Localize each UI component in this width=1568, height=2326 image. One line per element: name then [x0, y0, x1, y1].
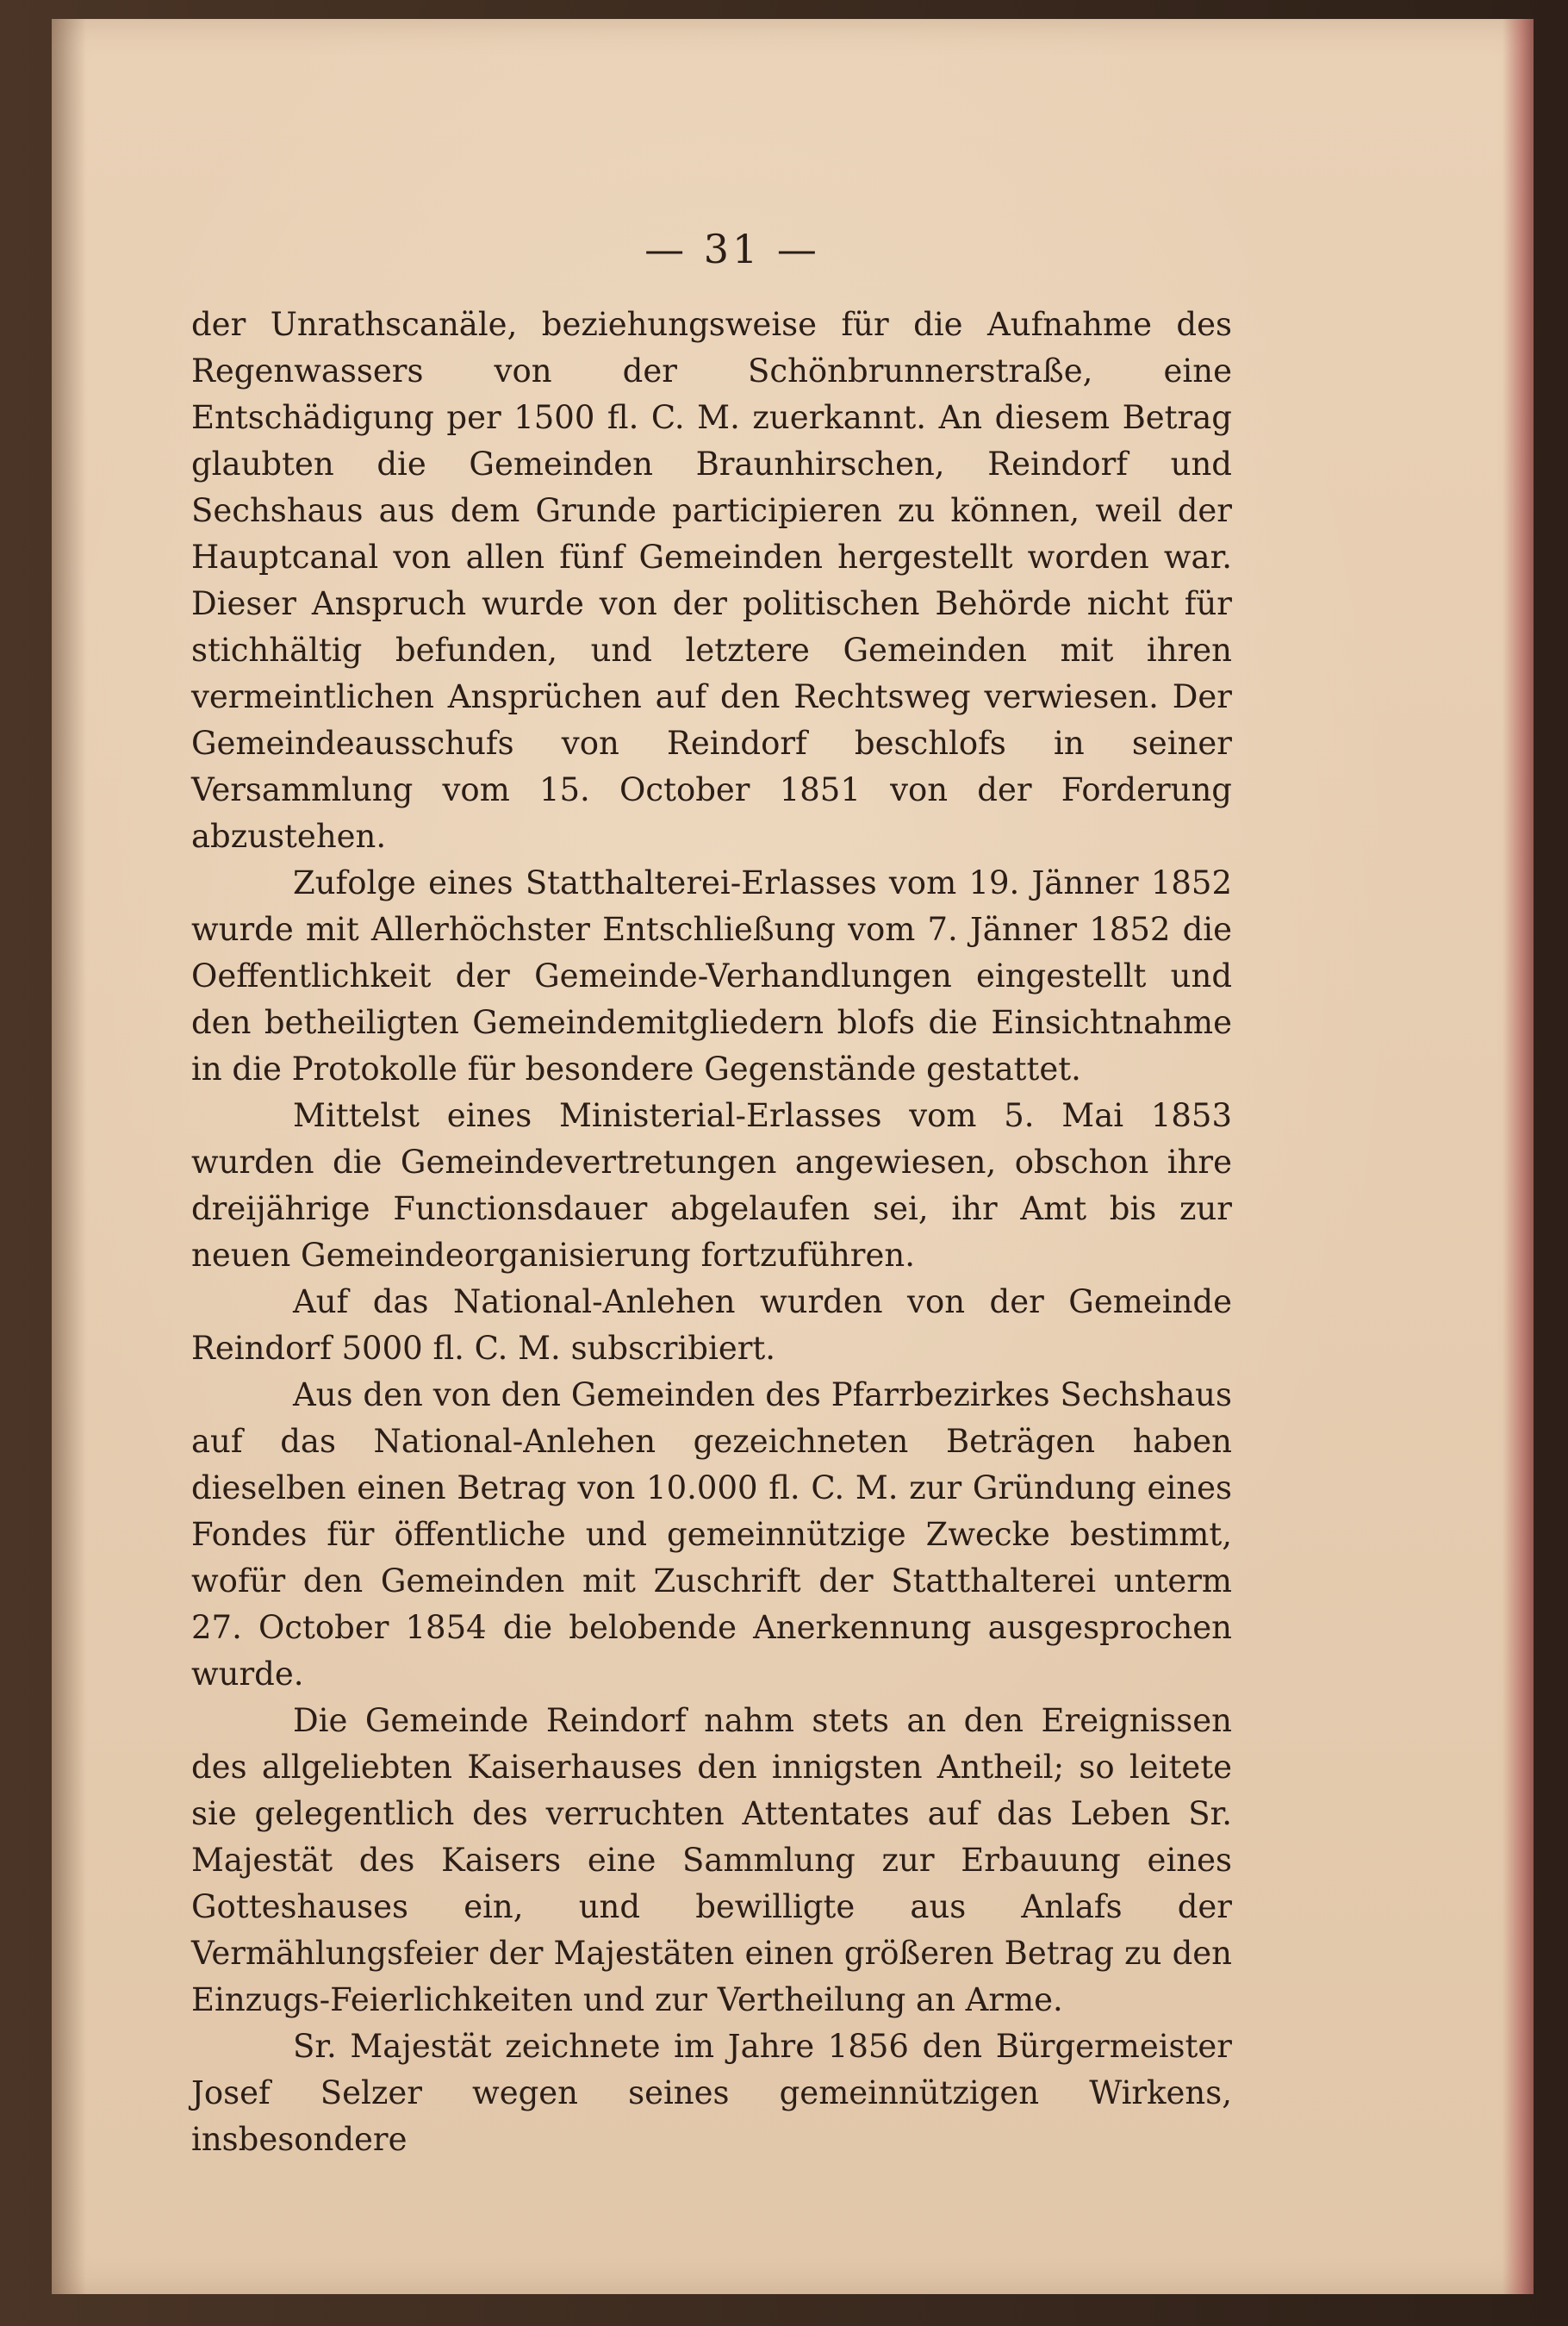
page-number: — 31 —	[644, 226, 820, 272]
book-page	[52, 19, 1534, 2294]
paragraph-7: Sr. Majestät zeichnete im Jahre 1856 den Bürgermeister Josef Selzer wegen seines gemeinnützigen Wirkens, insbesondere	[191, 2028, 1232, 2158]
paragraph-4: Auf das National-Anlehen wurden von der Gemeinde Reindorf 5000 fl. C. M. subscribiert.	[191, 1283, 1232, 1367]
paragraph-5: Aus den von den Gemeinden des Pfarrbezirkes Sechshaus auf das National-Anlehen gezeichneten Beträgen haben dieselben einen Betrag von 10.000 fl. C. M. zur Gründung eines Fondes für öffentliche und gemeinnützige Zwecke bestimmt, wofür den Gemeinden mit Zuschrift der Statthalterei unterm 27. October 1854 die belobende Anerkennung ausgesprochen wurde.	[191, 1376, 1232, 1693]
page-red-edge	[1503, 19, 1534, 2294]
paragraph-1: der Unrathscanäle, beziehungsweise für die Aufnahme des Regenwassers von der Schönbrunnerstraße, eine Entschädigung per 1500 fl. C. M. zuerkannt. An diesem Betrag glaubten die Gemeinden Braunhirschen, Reindorf und Sechshaus aus dem Grunde participieren zu können, weil der Hauptcanal von allen fünf Gemeinden hergestellt worden war. Dieser Anspruch wurde von der politischen Behörde nicht für stichhältig befunden, und letztere Gemeinden mit ihren vermeintlichen Ansprüchen auf den Rechtsweg verwiesen. Der Gemeindeausschufs von Reindorf beschlofs in seiner Versammlung vom 15. October 1851 von der Forderung abzustehen.	[191, 306, 1232, 855]
paragraph-2: Zufolge eines Statthalterei-Erlasses vom 19. Jänner 1852 wurde mit Allerhöchster Entschließung vom 7. Jänner 1852 die Oeffentlichkeit der Gemeinde-Verhandlungen eingestellt und den betheiligten Gemeindemitgliedern blofs die Einsichtnahme in die Protokolle für besondere Gegenstände gestattet.	[191, 864, 1232, 1088]
body-text	[191, 302, 1232, 2163]
paragraph-3: Mittelst eines Ministerial-Erlasses vom 5. Mai 1853 wurden die Gemeindevertretungen angewiesen, obschon ihre dreijährige Functionsdauer abgelaufen sei, ihr Amt bis zur neuen Gemeindeorganisierung fortzuführen.	[191, 1097, 1232, 1274]
page-gutter-shadow	[52, 19, 86, 2294]
paragraph-6: Die Gemeinde Reindorf nahm stets an den Ereignissen des allgeliebten Kaiserhauses den innigsten Antheil; so leitete sie gelegentlich des verruchten Attentates auf das Leben Sr. Majestät des Kaisers eine Sammlung zur Erbauung eines Gotteshauses ein, und bewilligte aus Anlafs der Vermählungsfeier der Majestäten einen größeren Betrag zu den Einzugs-Feierlichkeiten und zur Vertheilung an Arme.	[191, 1702, 1232, 2018]
